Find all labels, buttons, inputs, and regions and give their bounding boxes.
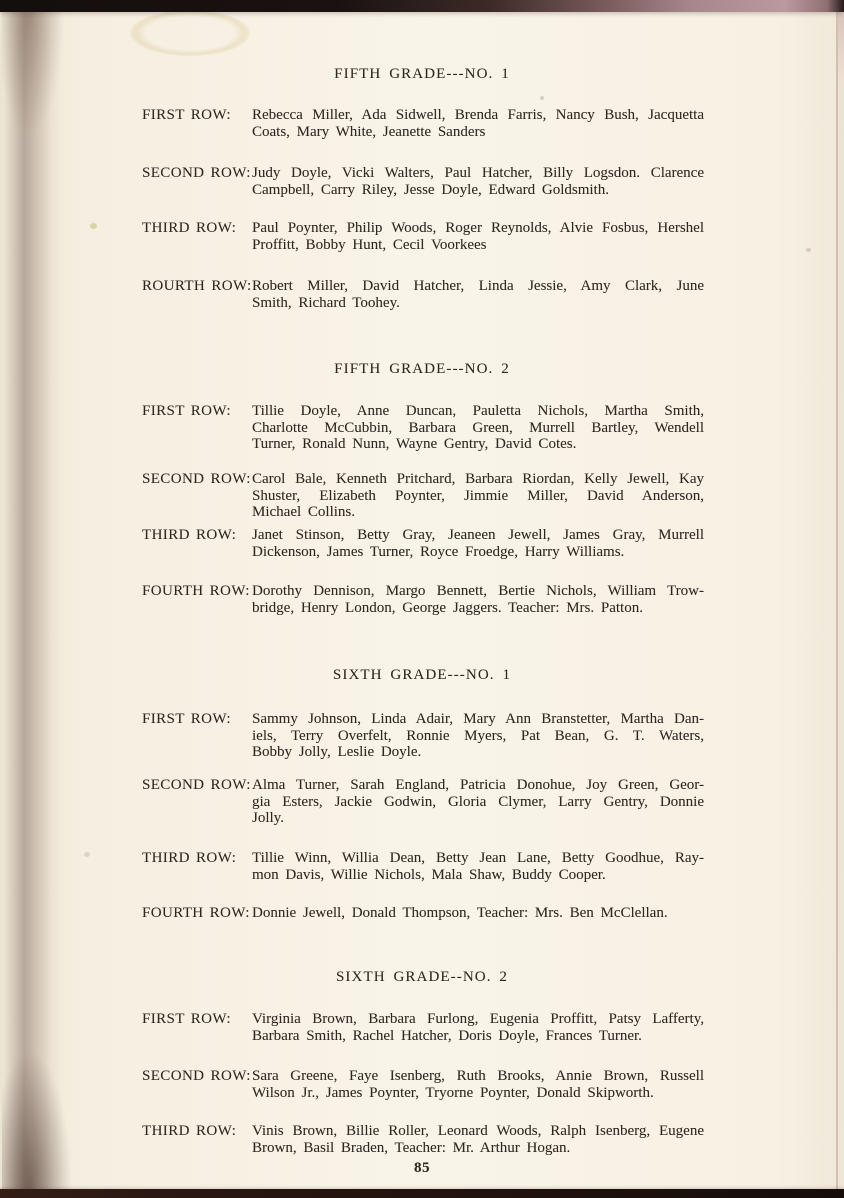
row-label: SECOND ROW: [142,1068,251,1084]
name-line: Tillie Doyle, Anne Duncan, Pauletta Nichols, Martha Smith, [252,403,704,419]
paper-speck [540,96,544,100]
row-names [252,220,704,253]
row-names [252,165,704,198]
row-label: FIRST ROW: [142,711,231,727]
name-line: Sara Greene, Faye Isenberg, Ruth Brooks, Annie Brown, Russell [252,1068,704,1084]
name-line: Bobby Jolly, Leslie Doyle. [252,744,422,760]
row-label: ROURTH ROW: [142,278,252,294]
name-line: Dickenson, James Turner, Royce Froedge, Harry Williams. [252,543,625,560]
name-line: Dorothy Dennison, Margo Bennett, Bertie Nichols, William Trow- [252,583,704,599]
row-names [252,583,704,616]
page-number: 85 [414,1160,430,1176]
section-title: FIFTH GRADE---NO. 2 [334,361,510,377]
row-label: FIRST ROW: [142,1011,231,1027]
page-edge-margin [838,12,844,1189]
name-line: Michael Collins. [252,504,355,520]
section-title: SIXTH GRADE---NO. 1 [332,667,512,683]
name-line: Proffitt, Bobby Hunt, Cecil Voorkees [252,236,487,253]
name-line: Donnie Jewell, Donald Thompson, Teacher: Mrs. Ben McClellan. [252,905,668,921]
row-label: THIRD ROW: [142,850,237,866]
section-title: SIXTH GRADE--NO. 2 [335,969,509,985]
section-title: FIFTH GRADE---NO. 1 [334,66,510,82]
name-line: Smith, Richard Toohey. [252,294,400,311]
name-line: Jolly. [252,810,284,826]
name-line: Barbara Smith, Rachel Hatcher, Doris Doyle, Frances Turner. [252,1027,642,1044]
name-line: iels, Terry Overfelt, Ronnie Myers, Pat Bean, G. T. Waters, [252,727,704,744]
row-names [252,711,704,761]
row-names [252,850,704,883]
name-line: Rebecca Miller, Ada Sidwell, Brenda Farris, Nancy Bush, Jacquetta [252,107,704,123]
row-label: FIRST ROW: [142,107,231,123]
name-line: Alma Turner, Sarah England, Patricia Donohue, Joy Green, Geor- [252,777,704,793]
name-line: gia Esters, Jackie Godwin, Gloria Clymer, Larry Gentry, Donnie [252,793,704,810]
row-label: SECOND ROW: [142,777,251,793]
name-line: Sammy Johnson, Linda Adair, Mary Ann Branstetter, Martha Dan- [252,711,704,727]
row-names [252,107,704,140]
name-line: Brown, Basil Braden, Teacher: Mr. Arthur Hogan. [252,1139,571,1156]
row-names [252,1123,704,1156]
row-names [252,278,704,311]
name-line: Paul Poynter, Philip Woods, Roger Reynolds, Alvie Fosbus, Hershel [252,220,704,236]
row-names [252,905,704,922]
row-names [252,1068,704,1101]
book-spine-shadow [4,12,62,1189]
paper-speck [84,852,90,857]
row-names [252,471,704,521]
name-line: Judy Doyle, Vicki Walters, Paul Hatcher, Billy Logsdon. Clarence [252,165,704,181]
name-line: Robert Miller, David Hatcher, Linda Jessie, Amy Clark, June [252,278,704,294]
name-line: Wilson Jr., James Poynter, Tryorne Poynter, Donald Skipworth. [252,1084,654,1101]
row-names [252,403,704,453]
name-line: Janet Stinson, Betty Gray, Jeaneen Jewell, James Gray, Murrell [252,527,704,543]
row-label: SECOND ROW: [142,165,251,181]
name-line: Shuster, Elizabeth Poynter, Jimmie Miller, David Anderson, [252,487,704,504]
book-spine-shadow-bottom [2,1049,72,1189]
paper-speck [90,223,97,229]
row-names [252,777,704,827]
name-line: Tillie Winn, Willia Dean, Betty Jean Lane, Betty Goodhue, Ray- [252,850,704,866]
name-line: Carol Bale, Kenneth Pritchard, Barbara Riordan, Kelly Jewell, Kay [252,471,704,487]
name-line: bridge, Henry London, George Jaggers. Teacher: Mrs. Patton. [252,599,643,616]
scan-edge-bottom-band [0,1189,844,1198]
paper-speck [806,248,811,252]
paper-stain [130,10,250,56]
row-names [252,1011,704,1044]
row-names [252,527,704,560]
row-label: SECOND ROW: [142,471,251,487]
name-line: Coats, Mary White, Jeanette Sanders [252,123,486,140]
name-line: Charlotte McCubbin, Barbara Green, Murrell Bartley, Wendell [252,419,704,436]
name-line: Vinis Brown, Billie Roller, Leonard Woods, Ralph Isenberg, Eugene [252,1123,704,1139]
name-line: Turner, Ronald Nunn, Wayne Gentry, David Cotes. [252,436,577,452]
row-label: THIRD ROW: [142,1123,237,1139]
row-label: FOURTH ROW: [142,905,250,921]
name-line: mon Davis, Willie Nichols, Mala Shaw, Buddy Cooper. [252,866,606,883]
row-label: THIRD ROW: [142,220,237,236]
name-line: Virginia Brown, Barbara Furlong, Eugenia Proffitt, Patsy Lafferty, [252,1011,704,1027]
row-label: THIRD ROW: [142,527,237,543]
scan-edge-top-band [0,0,844,12]
row-label: FIRST ROW: [142,403,231,419]
row-label: FOURTH ROW: [142,583,250,599]
name-line: Campbell, Carry Riley, Jesse Doyle, Edward Goldsmith. [252,181,609,198]
